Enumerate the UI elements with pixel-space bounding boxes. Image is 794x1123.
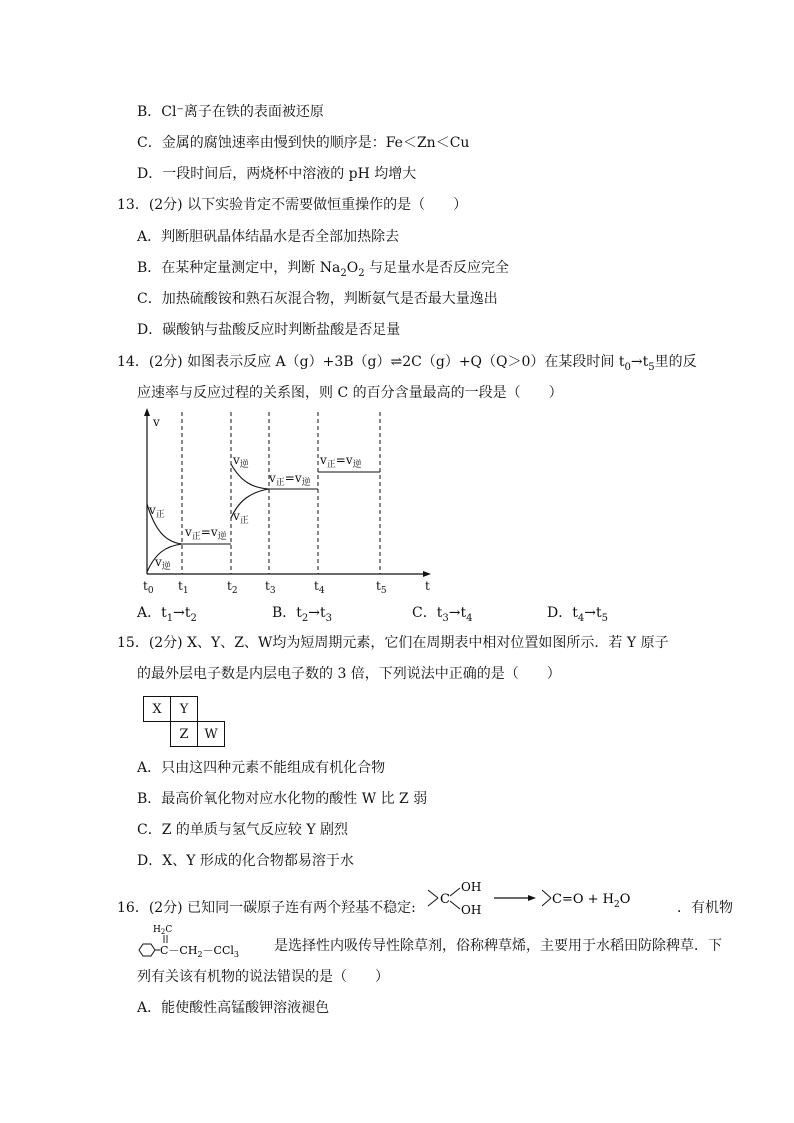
cell-w: W: [198, 722, 225, 747]
label-eq-3: $v_正=v_逆$: [320, 453, 362, 470]
q14-option-d: D．$t_4\to t_5$: [547, 605, 608, 624]
gem-diol-equation: [424, 876, 686, 920]
v-axis-arrow: [144, 408, 150, 416]
organic-structure: [137, 922, 273, 958]
oh-top: OH: [461, 880, 482, 894]
tick-t0: $t_0$: [143, 579, 154, 596]
label-eq-2: $v_正=v_逆$: [269, 471, 311, 488]
q13-option-d: D．碳酸钠与盐酸反应时判断盐酸是否足量: [137, 322, 401, 338]
bond-left-up: [428, 890, 438, 898]
cell-y: Y: [171, 697, 198, 722]
cell-empty: [198, 697, 225, 722]
side-chain-formula: $C-CH_2-CCl_3$: [160, 944, 239, 958]
q13-option-a: A．判断胆矾晶体结晶水是否全部加热除去: [137, 229, 400, 245]
q13-stem: 13．(2分) 以下实验肯定不需要做恒重操作的是（ ）: [117, 197, 468, 213]
cell-x: X: [144, 697, 171, 722]
q15-stem-line1: 15．(2分) X、Y、Z、W均为短周期元素，它们在周期表中相对位置如图所示．若 Y 原子: [117, 635, 669, 651]
rate-time-graph: [135, 408, 435, 600]
q12-option-c: C．金属的腐蚀速率由慢到快的顺序是：Fe＜Zn＜Cu: [137, 135, 470, 151]
label-v-zheng-2: $v_正$: [233, 509, 249, 526]
q15-stem-line2: 的最外层电子数是内层电子数的 3 倍，下列说法中正确的是（ ）: [137, 666, 561, 682]
tick-t3: $t_3$: [265, 579, 276, 596]
periodic-table-fragment: [143, 696, 225, 747]
q12-option-d: D．一段时间后，两烧杯中溶液的 pH 均增大: [137, 166, 417, 182]
bond-oh-up: [450, 888, 460, 896]
q16-stem-line2: 是选择性内吸传导性除草剂，俗称稗草烯，主要用于水稻田防除稗草．下: [274, 938, 722, 954]
t-axis-arrow: [423, 571, 431, 577]
q16-option-a: A．能使酸性高锰酸钾溶液褪色: [137, 1000, 330, 1016]
t-axis-label: t: [425, 579, 430, 593]
q15-option-b: B．最高价氧化物对应水化物的酸性 W 比 Z 弱: [137, 791, 428, 807]
tick-t5: $t_5$: [376, 579, 387, 596]
q14-stem-line2: 应速率与反应过程的关系图，则 C 的百分含量最高的一段是（ ）: [137, 385, 563, 401]
tick-t4: $t_4$: [314, 579, 325, 596]
q16-stem-line1-end: ．有机物: [677, 900, 733, 916]
q14-option-a: A．$t_1\to t_2$: [137, 605, 197, 624]
cell-z: Z: [171, 722, 198, 747]
tick-t1: $t_1$: [178, 579, 189, 596]
q13-option-c: C．加热硫酸铵和熟石灰混合物，判断氨气是否最大量逸出: [137, 291, 498, 307]
q15-option-a: A．只由这四种元素不能组成有机化合物: [137, 760, 386, 776]
product-formula: $C=O + H_2O$: [552, 892, 631, 910]
label-v-zheng-1: $v_正$: [149, 503, 165, 520]
oh-bottom: OH: [461, 903, 482, 917]
tick-t2: $t_2$: [227, 579, 238, 596]
bond-oh-down: [450, 901, 460, 909]
v-axis-label: v: [153, 415, 160, 429]
reaction-arrow-head: [528, 895, 536, 901]
q16-stem-line1: 16．(2分) 已知同一碳原子连有两个羟基不稳定:: [117, 900, 416, 916]
q13-option-b: B．在某种定量测定中，判断 $Na_2O_2$ 与足量水是否反应完全: [137, 260, 510, 279]
q15-option-d: D．X、Y 形成的化合物都易溶于水: [137, 853, 354, 869]
bond-left-down: [428, 898, 438, 906]
cell-empty: [144, 722, 171, 747]
q12-option-b: B．Cl⁻离子在铁的表面被还原: [137, 104, 324, 120]
q14-option-b: B．$t_2\to t_3$: [272, 605, 333, 624]
v-ni-curve-2: [231, 464, 269, 489]
c-atom: C: [440, 892, 450, 907]
label-v-ni-2: $v_逆$: [233, 453, 249, 470]
label-v-ni-1: $v_逆$: [155, 555, 171, 572]
benzene-ring-icon: [139, 944, 155, 956]
q14-option-c: C．$t_3\to t_4$: [412, 605, 473, 624]
h2c-group: $H_2C$: [153, 925, 173, 936]
q14-stem-line1: 14．(2分) 如图表示反应 A（g）+3B（g）⇌2C（g）+Q（Q＞0）在某段时间 $t_0\to t_5$里的反: [117, 354, 697, 373]
q16-stem-line3: 列有关该有机物的说法错误的是（ ）: [137, 969, 389, 985]
label-eq-1: $v_正=v_逆$: [185, 525, 227, 542]
q15-option-c: C．Z 的单质与氢气反应较 Y 剧烈: [137, 822, 349, 838]
